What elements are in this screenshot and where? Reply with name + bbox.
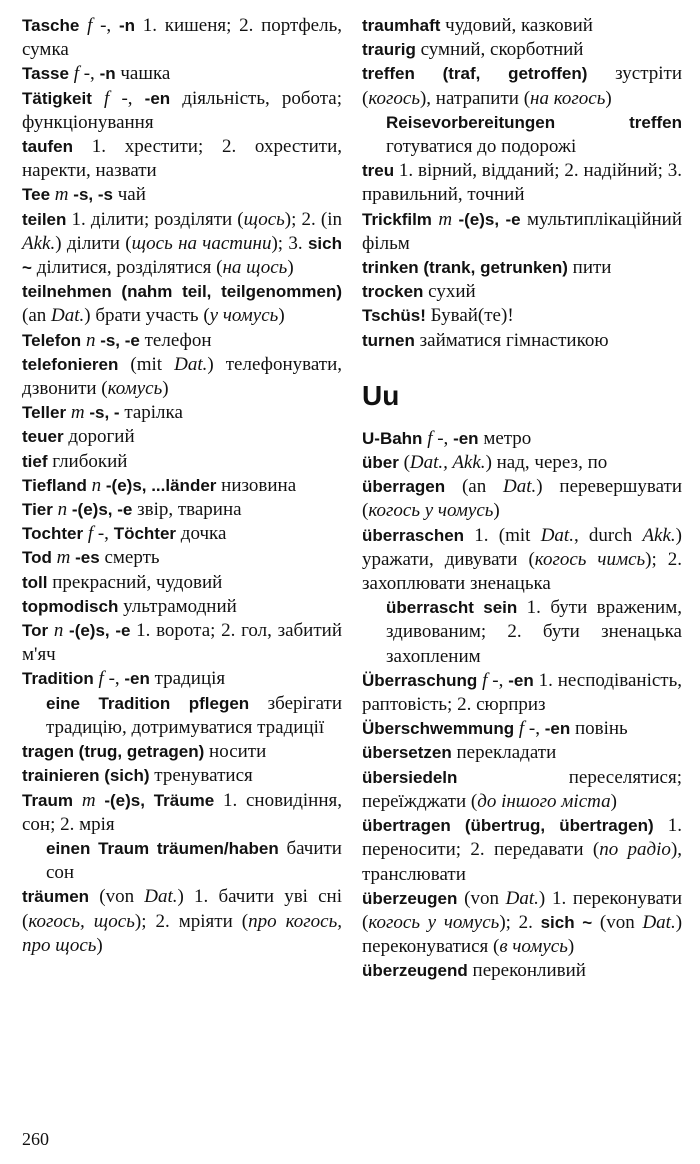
dictionary-entry [362,959,682,983]
definition-text: дорогий [63,426,135,448]
italic-text: в чомусь [499,936,568,958]
italic-text: у чомусь [209,305,279,327]
headword-text: überzeugen [362,888,458,908]
definition-text: 1. сновидіння, сон; 2. мрія [22,789,342,835]
headword-text: -en [544,719,571,739]
definition-text: ) [287,257,294,279]
dictionary-entry [362,208,682,256]
definition-text: (von [89,886,145,908]
definition-text: 1. хрестити; 2. охрестити, наректи, назвати [22,136,342,182]
headword-text: -n [118,16,135,35]
dictionary-entry [362,741,682,765]
definition-text: (an [445,476,504,498]
headword-text: trinken (trank, getrunken) [362,258,568,278]
italic-text: n [53,620,64,642]
definition-text: ) 1. бачити уві сні ( [22,886,343,932]
italic-text: когось у чомусь [368,500,494,522]
italic-text: щось на частини [131,232,272,254]
headword-text: trainieren (sich) [22,766,150,786]
headword-text: -(e)s, Träume [104,790,215,810]
dictionary-entry [362,451,682,475]
italic-text: m [54,184,69,206]
definition-text: (mit [118,353,175,375]
definition-text: тренуватися [149,765,253,787]
headword-text: überzeugend [362,961,468,981]
definition-text: займатися гімнастикою [414,329,609,351]
italic-text: Dat. [505,887,539,909]
dictionary-subentry [362,111,682,159]
italic-text: когось у чомусь [368,911,500,933]
headword-text: toll [22,572,48,592]
italic-text: на когось [530,87,606,109]
headword-text: telefonieren [22,354,119,374]
italic-text: n [85,329,96,351]
definition-text: ), натрапити ( [419,87,531,109]
headword-text: -en [508,670,534,690]
definition-text: -, [432,427,454,449]
dictionary-entry [362,62,682,110]
italic-text: f [104,87,110,109]
dictionary-entry [22,474,342,498]
definition-text: ) [96,934,103,956]
headword-text: sich ~ [22,233,342,278]
definition-text: чай [112,184,146,206]
definition-text: ), транслювати [362,839,683,885]
italic-text: про когось, про щось [22,910,342,956]
definition-text: готуватися до подорожі [386,136,577,158]
dictionary-subentry [22,837,342,885]
headword-text: Telefon [22,330,82,350]
right-column [362,14,682,984]
headword-text: Tiefland [22,475,87,495]
dictionary-entry [22,353,342,401]
definition-text: ); 2. [499,911,541,933]
headword-text: teilnehmen (nahm teil, teilgenommen) [22,282,342,302]
italic-text: n [91,474,102,496]
definition-text: ) 1. переконувати ( [362,887,682,933]
headword-text: Tod [22,548,52,568]
headword-text: -en [453,428,479,448]
italic-text: f [73,63,79,85]
italic-text: Dat. [51,305,85,327]
definition-text: метро [478,427,532,449]
definition-text: ) над, через, по [485,452,608,474]
definition-text: ) [162,378,169,400]
dictionary-entry [362,329,682,353]
headword-text: Traum [22,790,74,810]
section-heading: Uu [362,379,400,411]
italic-text: Dat., Akk. [409,452,486,474]
dictionary-entry [362,717,682,741]
definition-text: -, [487,669,509,691]
right-column-bottom-entries [362,427,682,984]
dictionary-entry [22,183,342,207]
italic-text: m [81,789,96,811]
definition-text: ) телефонувати, дзвонити ( [22,353,342,400]
headword-text: Tee [22,185,51,205]
headword-text: Tier [22,500,53,520]
headword-text: Überschwemmung [362,719,515,739]
headword-text: -(e)s, -e [71,500,133,520]
italic-text: f [482,669,488,691]
definition-text: зберігати традицію, дотримуватися традиції [46,692,343,738]
definition-text: ); 2. (in [284,208,342,230]
italic-text: f [87,15,93,36]
italic-text: когось, щось [28,910,135,932]
dictionary-entry [22,885,342,958]
dictionary-entry [22,498,342,522]
dictionary-entry [22,595,342,619]
definition-text: ) уражати, дивувати ( [362,524,682,570]
definition-text: -, [103,668,125,690]
definition-text: ділитися, розділятися ( [31,257,223,279]
headword-text: -en [144,88,171,108]
definition-text: ( [398,452,410,474]
headword-text: tragen (trug, getragen) [22,742,205,762]
headword-text: übertragen (übertrug, übertragen) [362,816,654,836]
definition-text: 1. вірний, відданий; 2. надійний; 3. правильний, точний [362,160,682,206]
headword-text: -n [99,64,116,84]
dictionary-entry [22,425,342,449]
definition-text: звір, тварина [132,499,242,521]
headword-text: Tasse [22,64,69,84]
definition-text: ) [493,500,500,522]
italic-text: когось чимсь [534,548,646,570]
definition-text: ) [605,87,612,109]
definition-text: діяльність, робота; функціонування [22,87,343,133]
headword-text: treu [362,161,395,181]
dictionary-entry [362,887,682,960]
definition-text: -, [78,63,100,85]
dictionary-entry [22,401,342,425]
definition-text: Бувай(те)! [425,305,514,327]
headword-text: teuer [22,427,64,447]
italic-text: m [56,547,71,569]
dictionary-entry [362,524,682,597]
italic-text: Dat. [174,353,208,375]
definition-text: ультрамодний [118,595,237,617]
definition-text: (an [22,305,52,327]
headword-text: übersiedeln [362,767,458,787]
definition-text: 1. ворота; 2. гол, забитий м'яч [22,620,342,666]
definition-text: -, [109,87,145,109]
definition-text: ) [610,790,617,812]
definition-text: зустріти ( [362,63,682,109]
definition-text: носити [204,741,267,763]
headword-text: traumhaft [362,16,441,35]
italic-text: на щось [222,257,288,279]
headword-text: sich ~ [540,912,593,932]
definition-text: ) [567,936,575,958]
definition-text [92,88,104,109]
italic-text: Dat. [642,911,676,933]
italic-text: f [98,668,104,690]
dictionary-entry [22,135,342,183]
definition-text: чудовий, казковий [440,15,593,36]
definition-text: ) брати участь ( [84,305,210,327]
definition-text: -, [93,523,114,545]
headword-text: -en [124,669,150,689]
dictionary-entry [22,280,342,328]
headword-text: -s, -e [100,330,140,350]
definition-text: , durch [573,524,643,546]
italic-text: m [438,208,453,230]
dictionary-entry [22,522,342,546]
page-number: 260 [22,1129,49,1149]
dictionary-entry [362,766,682,814]
headword-text: traurig [362,40,416,60]
italic-text: m [70,402,85,424]
definition-text: традиція [149,668,226,690]
definition-text: переселятися; переїжджати ( [362,766,682,812]
dictionary-entry [22,740,342,764]
dictionary-entry [362,427,682,451]
headword-text: tief [22,451,48,471]
definition-text: ); 3. [271,232,308,254]
definition-text: переконливий [467,960,586,982]
headword-text: Tätigkeit [22,88,92,108]
definition-text: ); 2. захоплювати зненацька [362,548,682,595]
headword-text: trocken [362,282,424,302]
definition-text: -, [524,718,545,740]
italic-text: f [427,427,433,449]
italic-text: по радіо [599,839,671,861]
dictionary-entry [362,256,682,280]
headword-text: treffen (traf, getroffen) [362,64,588,84]
headword-text: -s, -s [73,185,113,205]
definition-text: смерть [99,547,160,569]
dictionary-entry [22,619,342,667]
headword-text: Tschüs! [362,306,426,326]
italic-text: когось [368,87,420,109]
definition-text: 1. (mit [464,524,541,546]
dictionary-entry [22,789,342,837]
headword-text: teilen [22,209,67,229]
dictionary-entry [362,814,682,887]
headword-text: taufen [22,137,73,157]
headword-text: Tasche [22,16,80,35]
definition-text: низовина [216,474,297,496]
definition-text: -, [92,15,119,36]
italic-text: n [57,499,68,521]
italic-text: щось [243,208,285,230]
dictionary-entry [22,667,342,691]
italic-text: Akk. [642,524,676,546]
dictionary-entry [362,159,682,207]
definition-text: сумний, скорботний [415,39,584,61]
headword-text: Trickfilm [362,209,432,229]
headword-text: -es [75,548,100,568]
headword-text: Tor [22,621,49,641]
definition-text: мультиплікаційний фільм [362,208,682,254]
definition-text: сухий [423,281,476,303]
dictionary-entry [362,38,682,62]
headword-text: -(e)s, -e [69,621,131,641]
headword-text: eine Tradition pflegen [46,693,250,713]
definition-text: телефон [139,329,212,351]
italic-text: Dat. [144,886,178,908]
headword-text: turnen [362,330,415,350]
definition-text: ); 2. мріяти ( [134,910,249,932]
headword-text: einen Traum träumen/haben [46,838,279,858]
dictionary-entry [22,546,342,570]
definition-text: перекладати [451,742,557,764]
headword-text: über [362,453,399,473]
definition-text: дочка [176,523,227,545]
definition-text: бачити сон [46,837,342,884]
definition-text: (von [457,887,506,909]
headword-text: Überraschung [362,670,478,690]
dictionary-entry [22,208,342,281]
dictionary-entry [22,764,342,788]
headword-text: -(e)s, ...länder [105,475,217,495]
italic-text: Dat. [540,524,574,546]
headword-text: Reisevorbereitungen treffen [386,112,682,132]
headword-text: übersetzen [362,743,452,763]
headword-text: überragen [362,477,446,497]
definition-text: 1. несподіваність, раптовість; 2. сюрприз [362,669,683,716]
definition-text: прекрасний, чудовий [47,571,223,593]
dictionary-entry [362,669,682,717]
italic-text: до іншого міста [477,790,611,812]
italic-text: комусь [107,378,163,400]
dictionary-subentry [22,692,342,740]
italic-text: f [87,523,94,545]
headword-text: -(e)s, -e [458,209,521,229]
left-column [22,14,342,958]
headword-text: Tochter [22,524,84,544]
definition-text: ) переконуватися ( [362,911,683,958]
dictionary-entry [22,571,342,595]
definition-text: (von [592,911,643,933]
right-column-top-entries [362,14,682,353]
definition-text: 1. кишеня; 2. портфель, сумка [22,15,342,61]
dictionary-entry [362,304,682,328]
dictionary-entry [22,450,342,474]
headword-text: überrascht sein [386,598,518,618]
definition-text [73,790,82,811]
definition-text [79,15,87,36]
definition-text: ) [278,305,285,327]
dictionary-entry [22,62,342,86]
dictionary-entry [22,329,342,353]
definition-text: ) перевершувати ( [362,476,682,522]
headword-text: Tradition [22,669,94,689]
headword-text: überraschen [362,525,465,545]
italic-text: Akk. [22,232,56,254]
definition-text: 1. переносити; 2. передавати ( [362,815,682,861]
dictionary-entry [362,14,682,38]
definition-text: 1. ділити; розділяти ( [66,208,244,230]
definition-text: 1. бути враженим, здивованим; 2. бути зненацька захопленим [386,597,682,667]
headword-text: topmodisch [22,596,119,616]
definition-text: пити [567,257,612,279]
dictionary-entry [362,475,682,523]
definition-text: чашка [115,63,171,85]
headword-text: träumen [22,887,90,907]
dictionary-entry [362,280,682,304]
dictionary-entry [22,87,342,135]
headword-text: -s, - [89,403,120,423]
headword-text: Töchter [113,524,177,544]
italic-text: Dat. [503,476,537,498]
definition-text: глибокий [47,450,128,472]
definition-text: тарілка [119,402,183,424]
dictionary-entry [22,14,342,62]
definition-text: ) ділити ( [55,232,132,254]
definition-text [96,790,105,811]
headword-text: Teller [22,403,67,423]
dictionary-subentry [362,596,682,669]
headword-text: U-Bahn [362,428,423,448]
italic-text: f [518,718,525,740]
definition-text: повінь [570,718,628,740]
